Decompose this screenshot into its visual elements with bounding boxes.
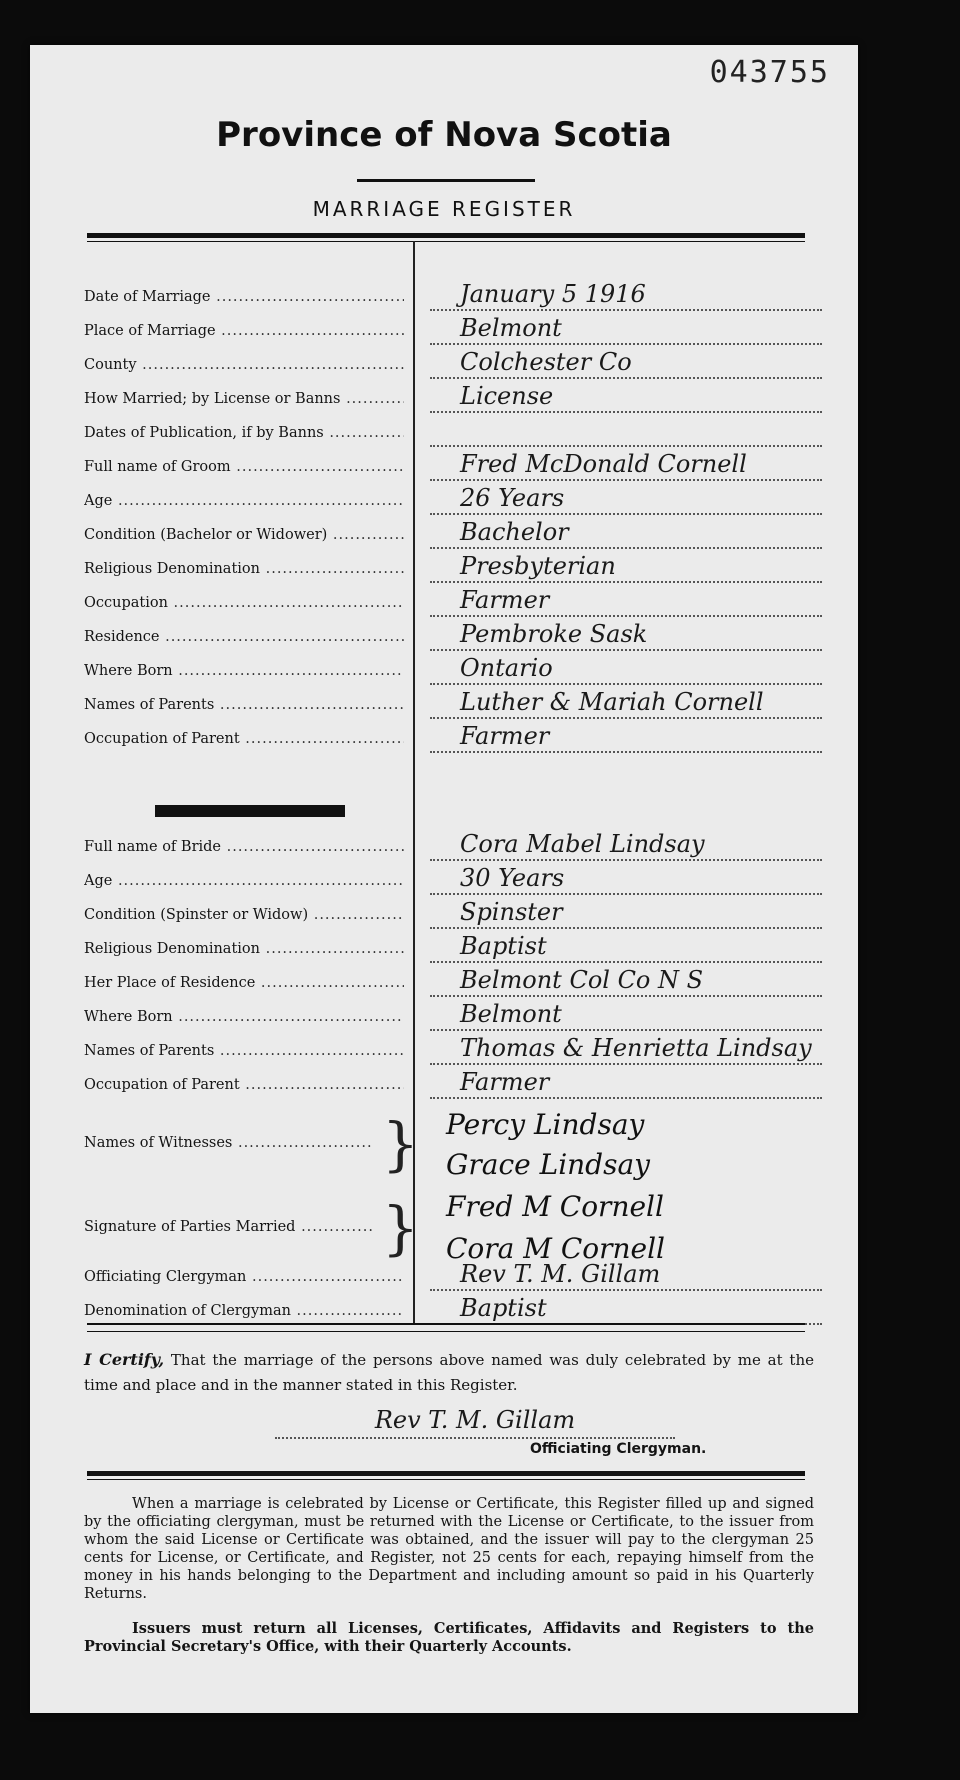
title-underline bbox=[357, 179, 535, 182]
field-value: 30 Years bbox=[430, 861, 822, 895]
field-row bbox=[30, 827, 858, 861]
field-row bbox=[30, 861, 858, 895]
field-label: Residence ..... bbox=[84, 629, 404, 651]
field-label: How Married; by License or Banns ..... bbox=[84, 391, 404, 413]
field-value: Rev T. M. Gillam bbox=[430, 1257, 822, 1291]
field-row bbox=[30, 413, 858, 447]
field-row bbox=[30, 929, 858, 963]
field-row bbox=[30, 997, 858, 1031]
marriage-register-document bbox=[30, 45, 858, 1713]
field-row bbox=[30, 685, 858, 719]
field-label: Age ..... bbox=[84, 873, 404, 895]
field-label: County ..... bbox=[84, 357, 404, 379]
field-value: License bbox=[430, 379, 822, 413]
field-row bbox=[30, 515, 858, 549]
brace-glyph: } bbox=[382, 1110, 419, 1178]
field-value: Colchester Co bbox=[430, 345, 822, 379]
field-label: Age ..... bbox=[84, 493, 404, 515]
field-row bbox=[30, 277, 858, 311]
field-value bbox=[430, 413, 822, 447]
field-label: Officiating Clergyman ..... bbox=[84, 1269, 404, 1291]
field-row bbox=[30, 895, 858, 929]
field-label: Signature of Parties Married ..... bbox=[84, 1219, 374, 1235]
document-title: Province of Nova Scotia bbox=[216, 115, 672, 155]
signature-caption: Officiating Clergyman. bbox=[530, 1441, 707, 1457]
certification-text bbox=[84, 1347, 814, 1398]
field-value: Farmer bbox=[430, 583, 822, 617]
field-row bbox=[30, 617, 858, 651]
field-value: Fred McDonald Cornell bbox=[430, 447, 822, 481]
field-label: Occupation of Parent ..... bbox=[84, 731, 404, 753]
field-label: Religious Denomination ..... bbox=[84, 561, 404, 583]
reference-number: 043755 bbox=[709, 55, 830, 90]
field-row bbox=[30, 1065, 858, 1099]
brace-glyph: } bbox=[382, 1194, 419, 1262]
field-value: Luther & Mariah Cornell bbox=[430, 685, 822, 719]
field-label: Names of Parents ..... bbox=[84, 697, 404, 719]
field-value: Baptist bbox=[430, 929, 822, 963]
issuer-instructions: Issuers must return all Licenses, Certificates, Affidavits and Registers to the Provincial Secretary's Office, with their Quarterly Accounts. bbox=[84, 1620, 814, 1655]
field-label: Place of Marriage ..... bbox=[84, 323, 404, 345]
field-row bbox=[30, 447, 858, 481]
field-value: Thomas & Henrietta Lindsay bbox=[430, 1031, 822, 1065]
field-label: Where Born ..... bbox=[84, 1009, 404, 1031]
field-row bbox=[30, 719, 858, 753]
field-value: Ontario bbox=[430, 651, 822, 685]
field-row bbox=[30, 345, 858, 379]
bottom-divider bbox=[87, 1471, 805, 1476]
field-row bbox=[30, 1291, 858, 1325]
field-label: Where Born ..... bbox=[84, 663, 404, 685]
section-separator-bar bbox=[155, 805, 345, 817]
field-label: Denomination of Clergyman ..... bbox=[84, 1303, 404, 1325]
mid-divider bbox=[87, 1323, 805, 1325]
field-label: Occupation of Parent ..... bbox=[84, 1077, 404, 1099]
field-value: Belmont Col Co N S bbox=[430, 963, 822, 997]
top-divider bbox=[87, 233, 805, 238]
witness-signature: Grace Lindsay bbox=[446, 1148, 650, 1181]
field-value: Presbyterian bbox=[430, 549, 822, 583]
field-row bbox=[30, 379, 858, 413]
field-row bbox=[30, 549, 858, 583]
field-row bbox=[30, 1257, 858, 1291]
field-value: Spinster bbox=[430, 895, 822, 929]
field-value: Belmont bbox=[430, 311, 822, 345]
field-row bbox=[30, 481, 858, 515]
field-label: Names of Parents ..... bbox=[84, 1043, 404, 1065]
field-label: Occupation ..... bbox=[84, 595, 404, 617]
field-label: Her Place of Residence ..... bbox=[84, 975, 404, 997]
field-label: Date of Marriage ..... bbox=[84, 289, 404, 311]
field-value: Cora Mabel Lindsay bbox=[430, 827, 822, 861]
field-value: Belmont bbox=[430, 997, 822, 1031]
field-label: Condition (Spinster or Widow) ..... bbox=[84, 907, 404, 929]
field-row bbox=[30, 311, 858, 345]
field-value: 26 Years bbox=[430, 481, 822, 515]
witness-signature: Percy Lindsay bbox=[446, 1108, 645, 1141]
witnesses-block bbox=[30, 1103, 858, 1187]
field-value: Bachelor bbox=[430, 515, 822, 549]
field-label: Names of Witnesses ..... bbox=[84, 1135, 374, 1151]
clergyman-signature: Rev T. M. Gillam bbox=[275, 1403, 675, 1439]
document-subtitle: MARRIAGE REGISTER bbox=[312, 197, 576, 221]
field-row bbox=[30, 1031, 858, 1065]
field-label: Full name of Groom ..... bbox=[84, 459, 404, 481]
party-signature: Cora M Cornell bbox=[446, 1232, 666, 1265]
field-value: January 5 1916 bbox=[430, 277, 822, 311]
field-row bbox=[30, 651, 858, 685]
party-signature: Fred M Cornell bbox=[446, 1190, 664, 1223]
field-value: Farmer bbox=[430, 1065, 822, 1099]
field-row bbox=[30, 583, 858, 617]
field-label: Religious Denomination ..... bbox=[84, 941, 404, 963]
field-value: Farmer bbox=[430, 719, 822, 753]
field-row bbox=[30, 963, 858, 997]
return-instructions: When a marriage is celebrated by License or Certificate, this Register filled up and signed by the officiating clergyman, must be returned with the License or Certificate, to the issuer from whom the said License or Certificate was obtained, and the issuer will pay to the clergyman 25 cents for License, or Certificate, and Register, not 25 cents for each, repaying himself from the money in his hands belonging to the Department and including amount so paid in his Quarterly Returns. bbox=[84, 1496, 814, 1602]
certify-lead: I Certify, bbox=[84, 1350, 165, 1369]
certify-body: That the marriage of the persons above named was duly celebrated by me at the time and place and in the manner stated in this Register. bbox=[84, 1351, 814, 1394]
field-label: Full name of Bride ..... bbox=[84, 839, 404, 861]
field-value: Pembroke Sask bbox=[430, 617, 822, 651]
field-label: Condition (Bachelor or Widower) ..... bbox=[84, 527, 404, 549]
field-value: Baptist bbox=[430, 1291, 822, 1325]
field-label: Dates of Publication, if by Banns ..... bbox=[84, 425, 404, 447]
